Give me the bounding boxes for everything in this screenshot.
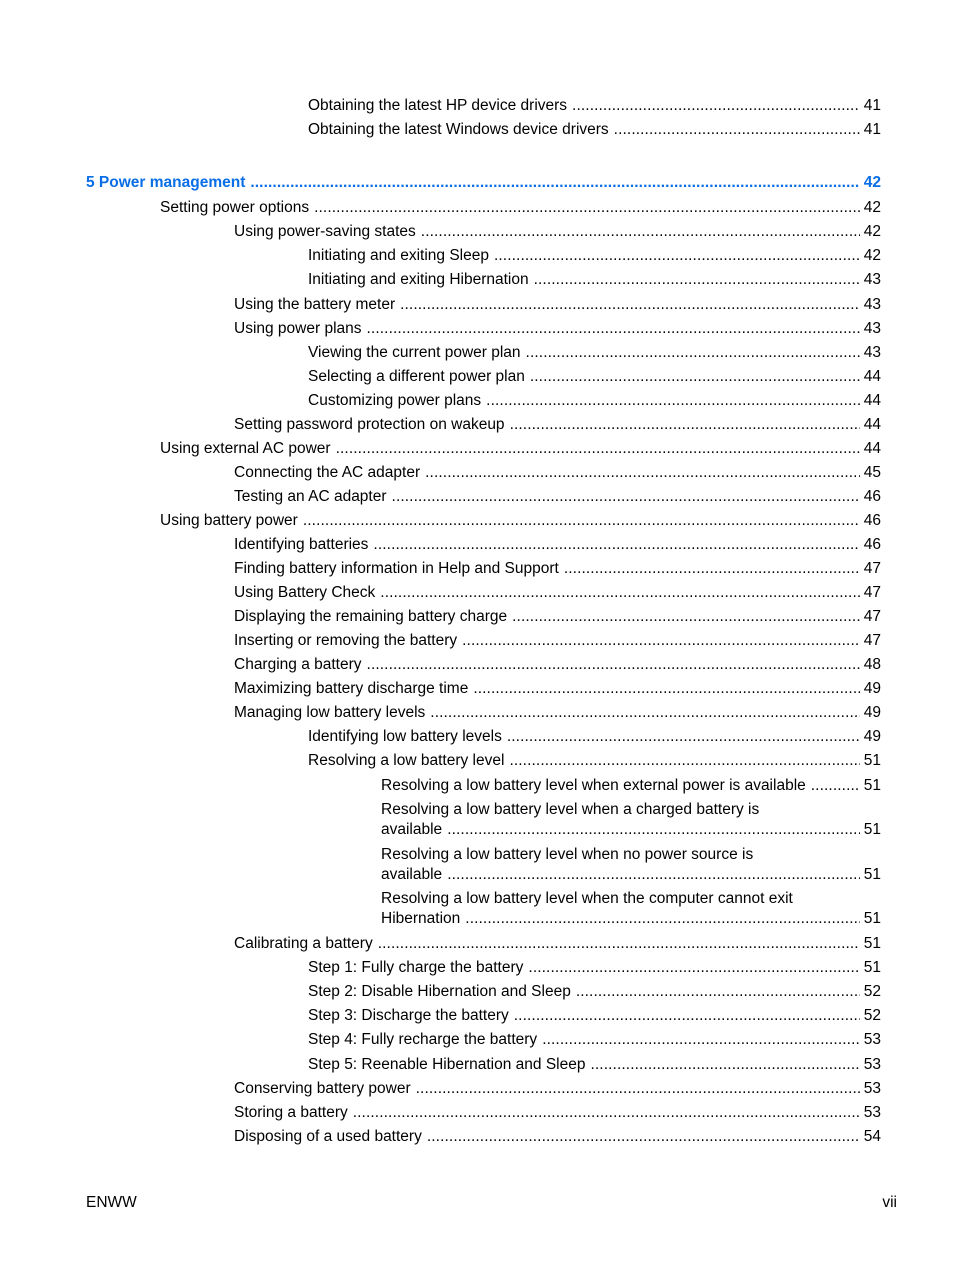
toc-entry[interactable] — [234, 1127, 881, 1147]
toc-entry-title: Viewing the current power plan — [308, 344, 521, 361]
toc-entry[interactable] — [160, 198, 881, 218]
toc-entry[interactable] — [308, 246, 881, 266]
toc-page-number: 47 — [863, 608, 881, 625]
toc-page-number: 42 — [863, 199, 881, 216]
toc-dot-leader — [353, 1103, 860, 1123]
toc-entry[interactable] — [381, 845, 881, 885]
toc-entry-title: Step 1: Fully charge the battery — [308, 959, 524, 976]
toc-entry-title: Obtaining the latest Windows device drivers — [308, 121, 609, 138]
toc-entry-title: Using battery power — [160, 512, 298, 529]
toc-page-number: 47 — [863, 584, 881, 601]
toc-page-number: 46 — [863, 536, 881, 553]
toc-page-number: 41 — [863, 121, 881, 138]
toc-entry-title: Displaying the remaining battery charge — [234, 608, 508, 625]
toc-entry[interactable] — [234, 583, 881, 603]
toc-entry-title: Charging a battery — [234, 656, 362, 673]
toc-entry-title: Managing low battery levels — [234, 704, 426, 721]
footer-page-number: vii — [882, 1194, 897, 1211]
toc-entry-title: Initiating and exiting Hibernation — [308, 271, 529, 288]
toc-entry-title: Selecting a different power plan — [308, 368, 525, 385]
toc-page-number: 51 — [863, 752, 881, 769]
toc-entry-title: Resolving a low battery level — [308, 752, 505, 769]
toc-entry[interactable] — [308, 1006, 881, 1026]
toc-dot-leader — [250, 173, 859, 193]
toc-dot-leader — [378, 934, 860, 954]
toc-entry[interactable] — [234, 319, 881, 339]
toc-entry-first-line — [381, 845, 881, 865]
toc-entry[interactable] — [308, 120, 881, 140]
toc-dot-leader — [336, 439, 860, 459]
toc-entry-second-line — [381, 820, 881, 840]
toc-entry-second-line — [381, 909, 881, 929]
toc-entry-title: Storing a battery — [234, 1104, 348, 1121]
toc-page-number: 51 — [863, 866, 881, 883]
toc-entry[interactable] — [308, 367, 881, 387]
toc-entry[interactable] — [234, 415, 881, 435]
toc-dot-leader — [572, 96, 860, 116]
toc-entry[interactable] — [234, 607, 881, 627]
toc-entry[interactable] — [234, 463, 881, 483]
toc-dot-leader — [425, 463, 860, 483]
toc-entry-title: Identifying low battery levels — [308, 728, 502, 745]
toc-page-number: 53 — [863, 1031, 881, 1048]
toc-dot-leader — [462, 631, 860, 651]
toc-dot-leader — [400, 295, 860, 315]
toc-entry-title: Using the battery meter — [234, 296, 396, 313]
toc-entry-title: Identifying batteries — [234, 536, 369, 553]
toc-page-number: 51 — [863, 959, 881, 976]
toc-entry[interactable] — [234, 631, 881, 651]
toc-page-number: 49 — [863, 728, 881, 745]
toc-entry-title: Disposing of a used battery — [234, 1128, 422, 1145]
toc-entry[interactable] — [308, 751, 881, 771]
toc-page-number: 51 — [863, 910, 881, 927]
toc-dot-leader — [576, 982, 860, 1002]
toc-dot-leader — [367, 655, 860, 675]
toc-entry-title: 5 Power management — [86, 174, 246, 191]
toc-entry[interactable] — [308, 1030, 881, 1050]
toc-dot-leader — [427, 1127, 860, 1147]
toc-dot-leader — [373, 535, 859, 555]
toc-page-number: 44 — [863, 368, 881, 385]
toc-page-number: 42 — [863, 174, 881, 191]
toc-entry-title: Obtaining the latest HP device drivers — [308, 97, 568, 114]
toc-entry[interactable] — [234, 559, 881, 579]
toc-dot-leader — [430, 703, 859, 723]
toc-page-number: 52 — [863, 1007, 881, 1024]
toc-page-number: 42 — [863, 247, 881, 264]
toc-dot-leader — [528, 958, 859, 978]
toc-entry-title: Calibrating a battery — [234, 935, 373, 952]
toc-entry[interactable] — [308, 96, 881, 116]
toc-entry[interactable] — [308, 958, 881, 978]
toc-page-number: 43 — [863, 320, 881, 337]
toc-entry[interactable] — [308, 982, 881, 1002]
toc-page-number: 49 — [863, 704, 881, 721]
toc-page-number: 53 — [863, 1080, 881, 1097]
toc-dot-leader — [564, 559, 860, 579]
toc-entry[interactable] — [234, 655, 881, 675]
toc-entry-title: Inserting or removing the battery — [234, 632, 458, 649]
toc-entry-title: Using external AC power — [160, 440, 331, 457]
toc-dot-leader — [392, 487, 860, 507]
toc-page-number: 46 — [863, 488, 881, 505]
toc-entry-title: Conserving battery power — [234, 1080, 411, 1097]
toc-dot-leader — [614, 120, 860, 140]
toc-entry[interactable] — [308, 1055, 881, 1075]
toc-page-number: 46 — [863, 512, 881, 529]
toc-entry-title: Customizing power plans — [308, 392, 482, 409]
toc-page-number: 43 — [863, 296, 881, 313]
footer-edition-label: ENWW — [86, 1194, 137, 1211]
toc-entry-title: Setting password protection on wakeup — [234, 416, 505, 433]
toc-entry[interactable] — [381, 800, 881, 840]
toc-entry[interactable] — [234, 679, 881, 699]
toc-entry[interactable] — [234, 535, 881, 555]
toc-entry[interactable] — [308, 343, 881, 363]
toc-entry-title-continued: available — [381, 866, 443, 883]
toc-page-number: 52 — [863, 983, 881, 1000]
toc-entry-title: Resolving a low battery level when the computer cannot exit — [381, 890, 793, 907]
toc-entry-title: Testing an AC adapter — [234, 488, 387, 505]
toc-entry[interactable] — [234, 1079, 881, 1099]
toc-dot-leader — [465, 909, 859, 929]
toc-entry-title: Step 4: Fully recharge the battery — [308, 1031, 538, 1048]
toc-dot-leader — [526, 343, 860, 363]
toc-entry-title: Resolving a low battery level when a charged battery is — [381, 801, 760, 818]
toc-entry-title: Maximizing battery discharge time — [234, 680, 469, 697]
toc-dot-leader — [542, 1030, 860, 1050]
toc-dot-leader — [421, 222, 860, 242]
toc-dot-leader — [486, 391, 860, 411]
toc-page-number: 41 — [863, 97, 881, 114]
toc-page-number: 44 — [863, 392, 881, 409]
toc-entry[interactable] — [160, 439, 881, 459]
toc-dot-leader — [530, 367, 860, 387]
toc-entry-title: Step 5: Reenable Hibernation and Sleep — [308, 1056, 586, 1073]
toc-entry[interactable] — [381, 889, 881, 929]
toc-page-number: 43 — [863, 271, 881, 288]
toc-entry[interactable] — [381, 776, 881, 796]
toc-dot-leader — [473, 679, 859, 699]
toc-page-number: 51 — [863, 821, 881, 838]
toc-entry-title: Using power plans — [234, 320, 362, 337]
toc-entry-title: Step 3: Discharge the battery — [308, 1007, 509, 1024]
toc-entry-title: Finding battery information in Help and Support — [234, 560, 559, 577]
toc-dot-leader — [514, 1006, 860, 1026]
toc-page-number: 51 — [863, 935, 881, 952]
toc-entry[interactable] — [234, 1103, 881, 1123]
toc-dot-leader — [447, 865, 860, 885]
toc-dot-leader — [380, 583, 859, 603]
toc-entry-first-line — [381, 889, 881, 909]
toc-entry[interactable] — [234, 934, 881, 954]
toc-entry[interactable] — [234, 487, 881, 507]
toc-page-number: 43 — [863, 344, 881, 361]
toc-entry-title: Step 2: Disable Hibernation and Sleep — [308, 983, 571, 1000]
toc-page-number: 42 — [863, 223, 881, 240]
toc-page-number: 48 — [863, 656, 881, 673]
toc-entry-title: Connecting the AC adapter — [234, 464, 421, 481]
toc-dot-leader — [447, 820, 860, 840]
toc-dot-leader — [590, 1055, 859, 1075]
toc-entry-title-continued: Hibernation — [381, 910, 461, 927]
toc-page-number: 54 — [863, 1128, 881, 1145]
toc-page-number: 53 — [863, 1056, 881, 1073]
toc-entry-title: Using power-saving states — [234, 223, 416, 240]
toc-page-number: 53 — [863, 1104, 881, 1121]
toc-dot-leader — [534, 270, 860, 290]
toc-page-number: 51 — [863, 777, 881, 794]
toc-entry-first-line — [381, 800, 881, 820]
toc-dot-leader — [303, 511, 860, 531]
toc-dot-leader — [367, 319, 860, 339]
toc-entry[interactable] — [308, 270, 881, 290]
toc-entry-title: Using Battery Check — [234, 584, 376, 601]
toc-entry[interactable] — [308, 391, 881, 411]
toc-dot-leader — [507, 727, 860, 747]
toc-entry[interactable] — [308, 727, 881, 747]
toc-dot-leader — [510, 415, 860, 435]
toc-page-number: 49 — [863, 680, 881, 697]
toc-page-number: 45 — [863, 464, 881, 481]
toc-page-number: 44 — [863, 440, 881, 457]
toc-dot-leader — [416, 1079, 860, 1099]
toc-entry-title-continued: available — [381, 821, 443, 838]
toc-page-number: 44 — [863, 416, 881, 433]
toc-dot-leader — [494, 246, 860, 266]
toc-chapter-entry[interactable] — [86, 173, 881, 193]
toc-entry-title: Initiating and exiting Sleep — [308, 247, 489, 264]
toc-entry-title: Resolving a low battery level when no power source is — [381, 846, 754, 863]
toc-dot-leader — [811, 776, 860, 796]
toc-entry[interactable] — [160, 511, 881, 531]
toc-entry[interactable] — [234, 295, 881, 315]
toc-entry[interactable] — [234, 222, 881, 242]
toc-entry-second-line — [381, 865, 881, 885]
toc-entry-title: Resolving a low battery level when external power is available — [381, 777, 806, 794]
toc-dot-leader — [512, 607, 860, 627]
toc-entry-title: Setting power options — [160, 199, 310, 216]
toc-dot-leader — [314, 198, 860, 218]
toc-entry[interactable] — [234, 703, 881, 723]
toc-page-number: 47 — [863, 560, 881, 577]
toc-dot-leader — [509, 751, 859, 771]
toc-page-number: 47 — [863, 632, 881, 649]
